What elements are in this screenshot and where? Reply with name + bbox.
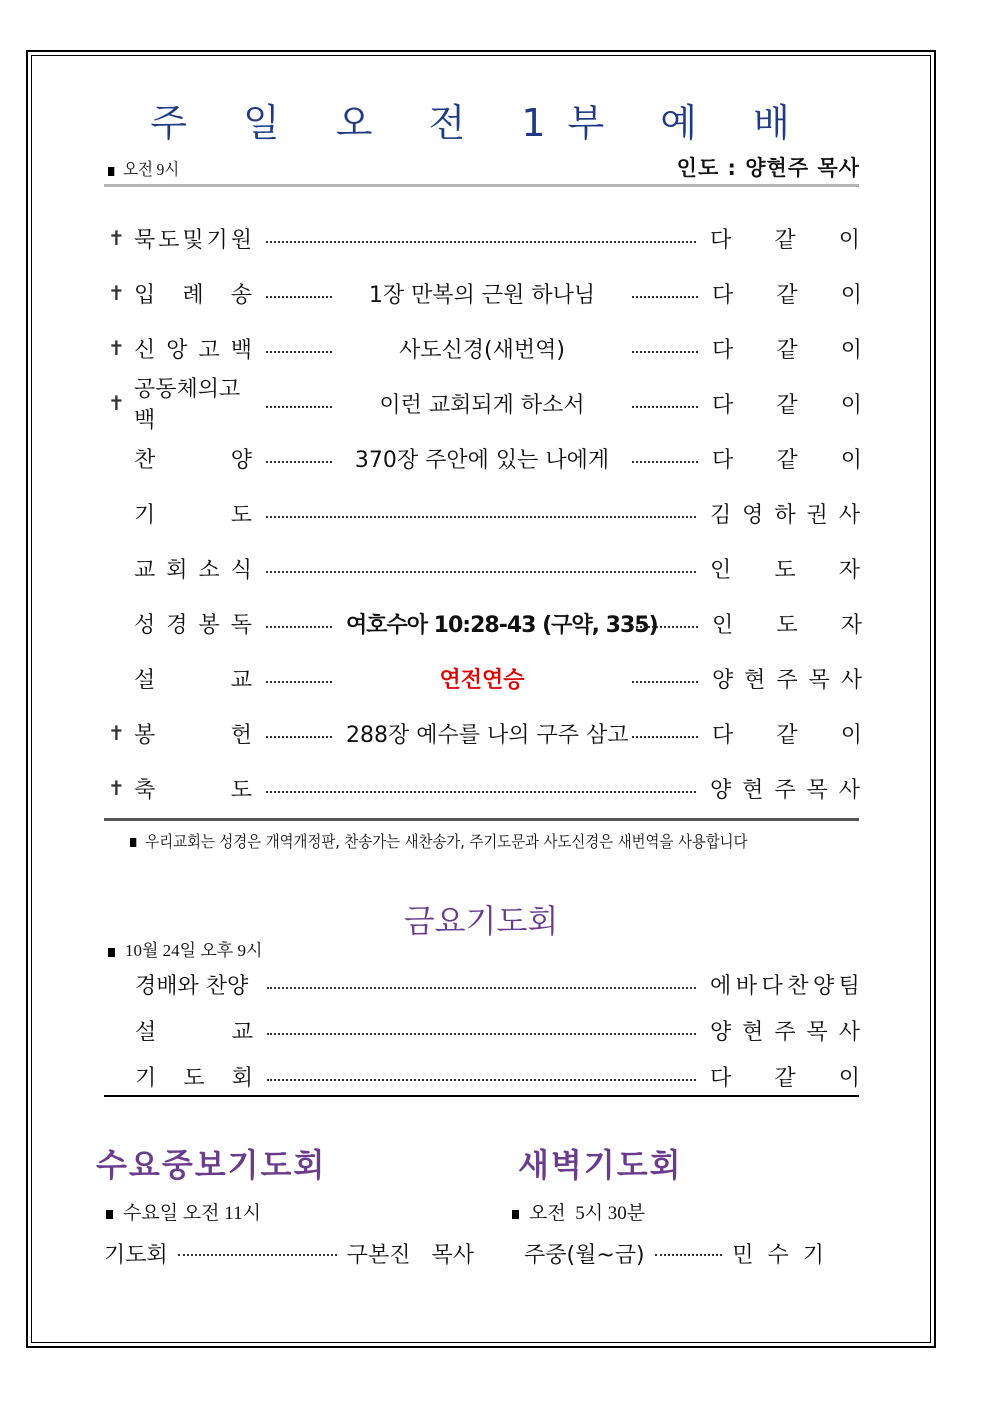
leader-char: 다 — [761, 973, 783, 999]
order-item-leader — [710, 553, 860, 584]
dawn-item-leader: 민 수 기 — [732, 1243, 824, 1268]
cross-icon: ✝ — [108, 721, 125, 745]
order-item-label — [132, 278, 252, 309]
leader-dots — [266, 349, 332, 353]
label-char: 회 — [166, 557, 188, 583]
leader-char: 주 — [774, 777, 796, 803]
order-item-label — [132, 718, 252, 749]
order-item-label — [132, 443, 252, 474]
leader-char: 양 — [710, 1019, 732, 1045]
order-item-content: 이런 교회되게 하소서 — [379, 392, 585, 418]
bullet-icon — [130, 838, 136, 847]
leader-char: 김 — [710, 502, 732, 528]
label-char: 기 — [206, 227, 228, 253]
leader-char: 사 — [838, 1019, 860, 1045]
label-char: 원 — [230, 227, 252, 253]
friday-item — [133, 1059, 860, 1093]
label-char: 헌 — [230, 722, 252, 748]
wednesday-item-label: 기도회 — [104, 1243, 168, 1268]
wednesday-time-text: 수요일 오전 11시 — [123, 1203, 261, 1224]
service-time-text: 오전 9시 — [123, 160, 180, 179]
label-char: 신 — [134, 337, 156, 363]
order-item — [108, 441, 860, 475]
label-char: 설 — [135, 1019, 157, 1045]
label-char: 교 — [134, 557, 156, 583]
label-char: 고 — [198, 337, 220, 363]
service-time — [108, 155, 179, 180]
label-char: 교 — [230, 667, 252, 693]
leader-dots — [632, 459, 698, 463]
leader-char: 같 — [776, 447, 798, 473]
order-item-content: 288장 예수를 나의 구주 삼고 — [346, 722, 629, 748]
leader-dots — [655, 1252, 723, 1256]
order-item-leader — [712, 333, 862, 364]
order-item-leader — [712, 443, 862, 474]
leader-dots — [632, 349, 698, 353]
leader-char: 다 — [712, 282, 734, 308]
leader-char: 자 — [838, 557, 860, 583]
friday-item-label — [133, 1015, 253, 1046]
leader-dots — [266, 789, 696, 793]
friday-title: 금요기도회 — [403, 902, 559, 940]
friday-item-leader — [710, 1061, 860, 1092]
leader-char: 에 — [710, 973, 732, 999]
leader-char: 이 — [838, 1065, 860, 1091]
leader-char: 사 — [838, 502, 860, 528]
leader-char: 현 — [744, 667, 766, 693]
leader-char: 다 — [710, 227, 732, 253]
order-item-leader — [710, 773, 860, 804]
dawn-title: 새벽기도회 — [518, 1146, 683, 1184]
wednesday-time — [106, 1198, 261, 1225]
order-item — [108, 377, 862, 433]
order-item-label — [132, 608, 252, 639]
leader-dots — [266, 239, 696, 243]
leader-char: 현 — [742, 1019, 764, 1045]
order-item — [108, 661, 860, 695]
leader-char: 양 — [712, 667, 734, 693]
order-item-label — [132, 773, 252, 804]
order-item — [108, 496, 860, 530]
leader-dots — [267, 1031, 696, 1035]
leader-dots — [266, 569, 696, 573]
order-item — [108, 716, 860, 750]
leader-dots — [266, 624, 332, 628]
order-item-content: 사도신경(새번역) — [399, 337, 565, 363]
leader-dots — [632, 624, 698, 628]
friday-item-leader — [710, 969, 860, 1000]
order-item-label — [132, 663, 252, 694]
leader-char: 같 — [776, 722, 798, 748]
label-char: 기 — [134, 502, 156, 528]
label-char: 성 — [134, 612, 156, 638]
order-item-content: 여호수아 10:28-43 (구약, 335) — [346, 612, 658, 638]
wednesday-title: 수요중보기도회 — [96, 1146, 327, 1184]
label-char: 도 — [183, 1065, 205, 1091]
leader-char: 인 — [710, 557, 732, 583]
label-char: 소 — [198, 557, 220, 583]
order-item-label — [132, 223, 252, 254]
order-item — [108, 221, 860, 255]
label-char: 도 — [230, 777, 252, 803]
label-char: 교 — [231, 1019, 253, 1045]
label-char: 봉 — [198, 612, 220, 638]
leader-dots — [266, 734, 332, 738]
leader-char: 이 — [840, 722, 862, 748]
label-char: 공동체의고백 — [134, 377, 241, 433]
cross-icon: ✝ — [108, 391, 125, 415]
leader-char: 팀 — [838, 973, 860, 999]
friday-item — [133, 967, 860, 1001]
label-char: 례 — [182, 282, 204, 308]
leader-char: 사 — [838, 777, 860, 803]
usage-note-text: 우리교회는 성경은 개역개정판, 찬송가는 새찬송가, 주기도문과 사도신경은 새번역을 사용합니다 — [145, 832, 748, 851]
label-char: 경배와 찬양 — [135, 973, 249, 999]
leader-dots — [632, 404, 698, 408]
leader-dots — [632, 294, 698, 298]
label-char: 회 — [231, 1065, 253, 1091]
order-item-leader — [712, 278, 862, 309]
leader-dots — [632, 679, 698, 683]
leader-char: 다 — [712, 392, 734, 418]
cross-icon: ✝ — [108, 226, 125, 250]
wednesday-item — [104, 1238, 474, 1269]
leader-dots — [178, 1252, 337, 1256]
order-item — [108, 331, 860, 365]
dawn-item — [524, 1238, 824, 1269]
label-char: 봉 — [134, 722, 156, 748]
friday-item — [133, 1013, 860, 1047]
order-item-leader — [710, 498, 860, 529]
leader-char: 하 — [774, 502, 796, 528]
leader-dots — [632, 734, 698, 738]
leader-char: 양 — [812, 973, 835, 999]
leader-char: 바 — [735, 973, 757, 999]
label-char: 묵 — [134, 227, 156, 253]
friday-item-leader — [710, 1015, 860, 1046]
leader-dots — [267, 1077, 696, 1081]
leader-char: 사 — [840, 667, 862, 693]
leader-char: 도 — [774, 557, 796, 583]
friday-item-label — [133, 969, 253, 1000]
label-char: 식 — [230, 557, 252, 583]
label-char: 독 — [230, 612, 252, 638]
leader-dots — [266, 294, 332, 298]
leader-char: 주 — [776, 667, 798, 693]
label-char: 기 — [135, 1065, 157, 1091]
order-item-label — [132, 333, 252, 364]
order-item-leader — [712, 663, 862, 694]
leader-char: 다 — [712, 337, 734, 363]
label-char: 앙 — [166, 337, 188, 363]
friday-item-label — [133, 1061, 253, 1092]
label-char: 도 — [158, 227, 180, 253]
order-item — [108, 276, 860, 310]
leader-char: 권 — [806, 502, 828, 528]
header-divider — [104, 184, 859, 187]
label-char: 백 — [230, 337, 252, 363]
leader-char: 같 — [776, 392, 798, 418]
order-item-content: 1장 만복의 근원 하나님 — [368, 282, 596, 308]
leader-char: 이 — [840, 447, 862, 473]
order-divider — [104, 818, 859, 821]
leader-dots — [266, 679, 332, 683]
order-item-label — [132, 372, 252, 434]
friday-time — [108, 936, 262, 961]
order-item-leader — [710, 223, 860, 254]
leader-char: 같 — [776, 282, 798, 308]
leader-char: 목 — [806, 1019, 828, 1045]
leader-char: 이 — [840, 392, 862, 418]
leader-char: 영 — [742, 502, 764, 528]
label-char: 찬 — [134, 447, 156, 473]
label-char: 경 — [166, 612, 188, 638]
dawn-time-text: 오전 5시 30분 — [529, 1203, 646, 1224]
order-item-content: 370장 주안에 있는 나에게 — [354, 447, 610, 473]
friday-time-text: 10월 24일 오후 9시 — [125, 941, 263, 960]
cross-icon: ✝ — [108, 281, 125, 305]
order-item-label — [132, 498, 252, 529]
label-char: 도 — [230, 502, 252, 528]
cross-icon: ✝ — [108, 336, 125, 360]
dawn-time — [512, 1198, 645, 1225]
leader-char: 다 — [712, 447, 734, 473]
leader-char: 같 — [776, 337, 798, 363]
order-item — [108, 771, 860, 805]
friday-divider — [104, 1095, 859, 1097]
dawn-item-label: 주중(월~금) — [524, 1243, 645, 1268]
leader-char: 다 — [710, 1065, 732, 1091]
leader-char: 이 — [838, 227, 860, 253]
leader-char: 같 — [774, 1065, 796, 1091]
leader-dots — [267, 985, 696, 989]
order-item-content: 연전연승 — [439, 667, 525, 693]
leader-dots — [266, 459, 332, 463]
usage-note — [130, 829, 747, 852]
leader-char: 이 — [840, 282, 862, 308]
leader-char: 목 — [806, 777, 828, 803]
leader-char: 같 — [774, 227, 796, 253]
leader-char: 현 — [742, 777, 764, 803]
service-title: 주 일 오 전 1부 예 배 — [150, 101, 812, 145]
wednesday-item-leader: 구본진 목사 — [346, 1243, 474, 1268]
order-item-label — [132, 553, 252, 584]
label-char: 축 — [134, 777, 156, 803]
leader-char: 인 — [712, 612, 734, 638]
leader-char: 자 — [840, 612, 862, 638]
label-char: 및 — [182, 227, 204, 253]
leader-char: 도 — [776, 612, 798, 638]
leader-char: 찬 — [787, 973, 809, 999]
leader-char: 다 — [712, 722, 734, 748]
order-item-leader — [712, 608, 862, 639]
bullet-icon — [108, 167, 114, 176]
leader-char: 주 — [774, 1019, 796, 1045]
label-char: 설 — [134, 667, 156, 693]
leader-char: 이 — [840, 337, 862, 363]
cross-icon: ✝ — [108, 776, 125, 800]
leader-char: 목 — [808, 667, 830, 693]
label-char: 송 — [230, 282, 252, 308]
bullet-icon — [108, 948, 115, 957]
order-item-leader — [712, 388, 862, 419]
leader-dots — [266, 404, 332, 408]
label-char: 입 — [134, 282, 156, 308]
bullet-icon — [512, 1210, 519, 1219]
leader-dots — [266, 514, 696, 518]
order-item — [108, 551, 860, 585]
order-item-leader — [712, 718, 862, 749]
bullet-icon — [106, 1210, 113, 1219]
label-char: 양 — [230, 447, 252, 473]
order-item — [108, 606, 860, 640]
leader-char: 양 — [710, 777, 732, 803]
service-leader: 인도 : 양현주 목사 — [676, 156, 860, 180]
